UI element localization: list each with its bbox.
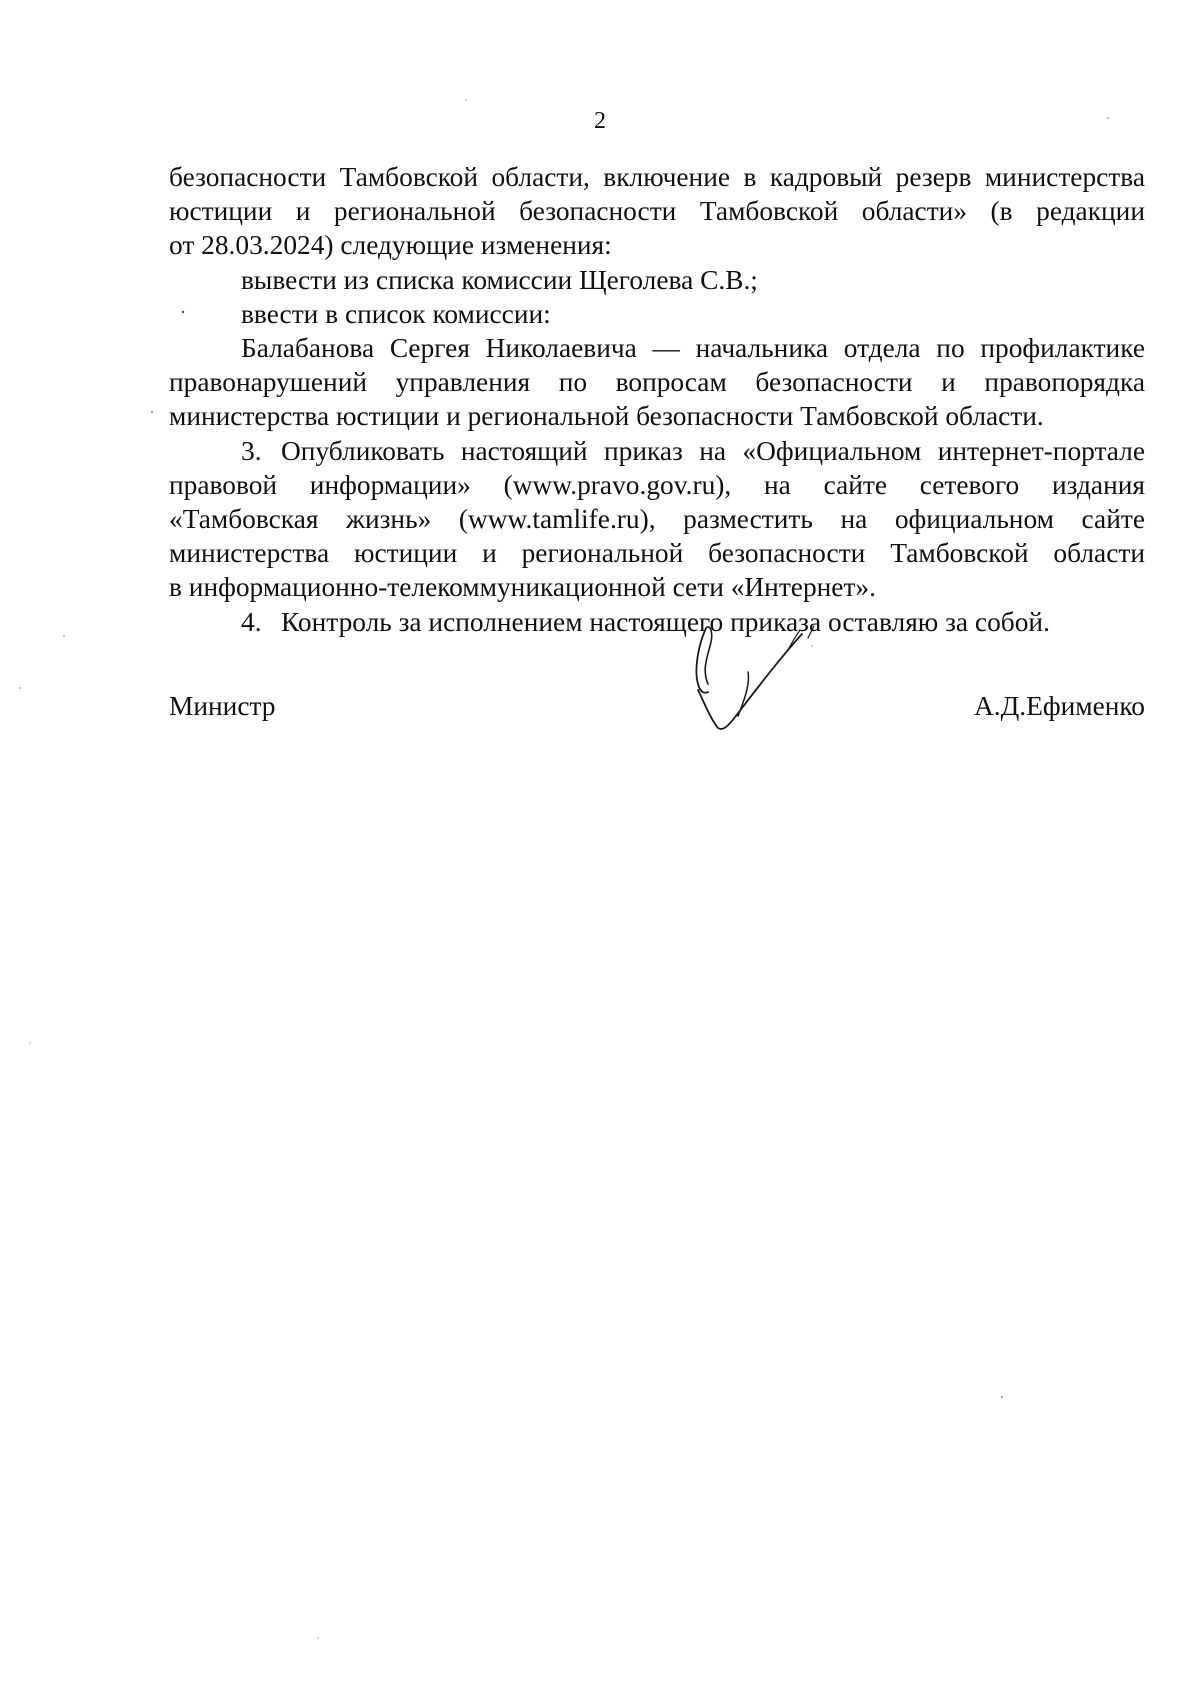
signature-block — [169, 689, 1145, 729]
item-4-text: Контроль за исполнением настоящего приказа оставляю за собой. — [281, 606, 1050, 637]
item-3-line: в информационно-телекоммуникационной сети «Интернет». — [169, 572, 876, 603]
page-number: 2 — [594, 108, 606, 134]
item-3-text: Опубликовать настоящий приказ на «Официальном интернет-портале — [281, 435, 1145, 466]
document-body — [169, 160, 1145, 639]
item-3-line: правовой информации» (www.pravo.gov.ru), на сайте сетевого издания — [169, 469, 1145, 500]
item-4-line — [169, 605, 1145, 639]
add-member-line: ввести в список комиссии: — [241, 298, 551, 329]
signatory-name: А.Д.Ефименко — [973, 691, 1145, 721]
paragraph-line: юстиции и региональной безопасности Тамбовской области» (в редакции — [169, 196, 1145, 227]
appointee-line: министерства юстиции и региональной безопасности Тамбовской области. — [169, 401, 1044, 432]
item-3-line: министерства юстиции и региональной безопасности Тамбовской области — [169, 538, 1145, 569]
item-4-number: 4. — [241, 606, 262, 637]
item-3-line: «Тамбовская жизнь» (www.tamlife.ru), разместить на официальном сайте — [169, 504, 1145, 535]
item-3-number: 3. — [241, 435, 262, 466]
remove-member-line: вывести из списка комиссии Щеголева С.В.; — [241, 264, 758, 295]
signatory-position: Министр — [169, 691, 276, 721]
paragraph-line: безопасности Тамбовской области, включение в кадровый резерв министерства — [169, 162, 1145, 192]
appointee-line: правонарушений управления по вопросам безопасности и правопорядка — [169, 367, 1145, 398]
paragraph-line: от 28.03.2024) следующие изменения: — [169, 230, 612, 261]
appointee-line: Балабанова Сергея Николаевича — начальника отдела по профилактике — [241, 333, 1145, 364]
item-3-line — [169, 434, 1145, 468]
